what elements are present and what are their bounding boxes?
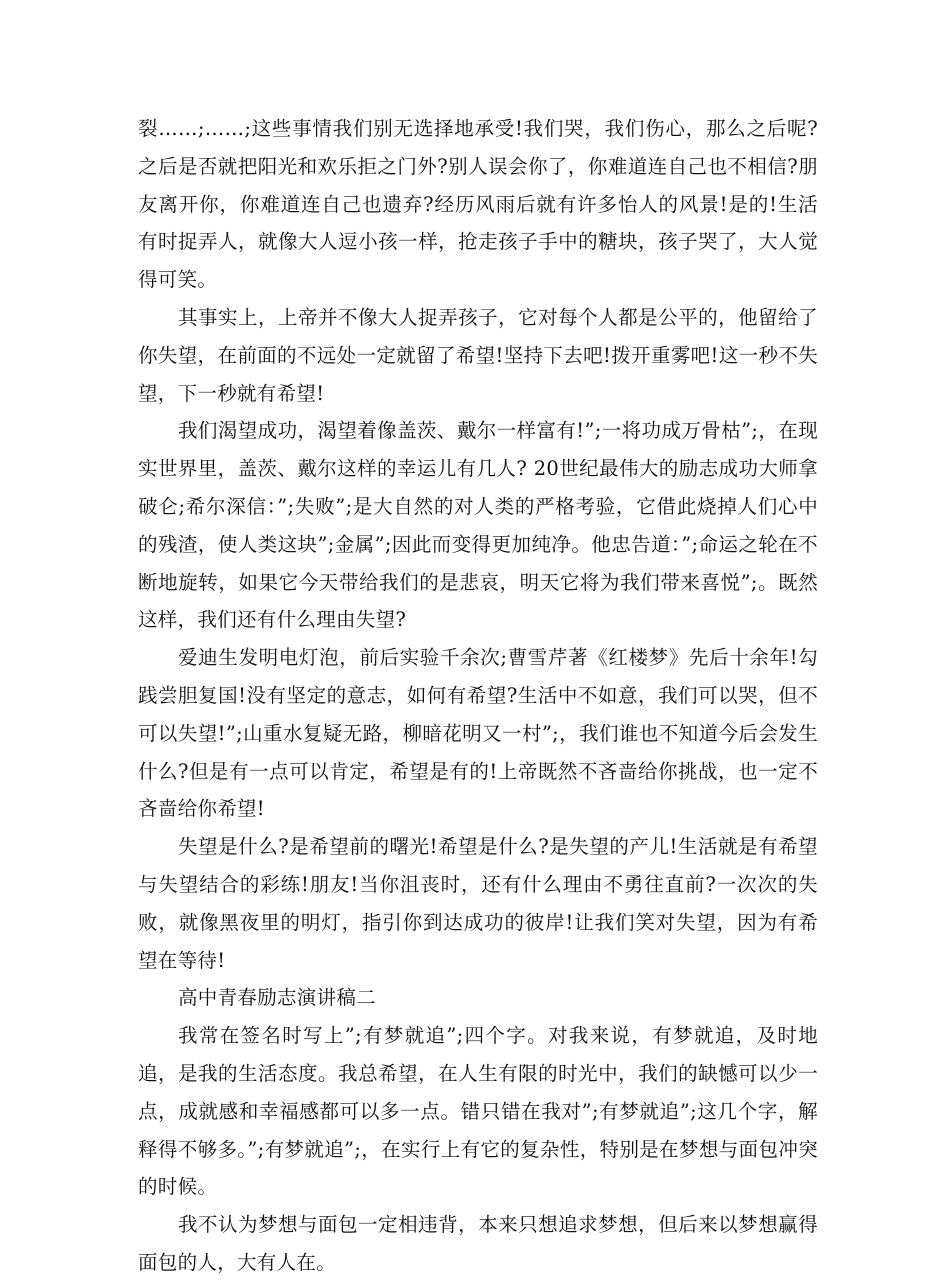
document-page xyxy=(138,110,818,1282)
paragraph-7: 我常在签名时写上”;有梦就追”;四个字。对我来说，有梦就追，及时地追，是我的生活态度。我总希望，在人生有限的时光中，我们的缺憾可以少一点，成就感和幸福感都可以多一点。错只错在我对”;有梦就追”;这几个字，解释得不够多。”;有梦就追”;，在实行上有它的复杂性，特别是在梦想与面包冲突的时候。 xyxy=(138,1024,818,1199)
paragraph-2: 其事实上，上帝并不像大人捉弄孩子，它对每个人都是公平的，他留给了你失望，在前面的不远处一定就留了希望!坚持下去吧!拨开重雾吧!这一秒不失望，下一秒就有希望! xyxy=(138,305,818,405)
paragraph-3: 我们渴望成功，渴望着像盖茨、戴尔一样富有!”;一将功成万骨枯”;，在现实世界里，盖茨、戴尔这样的幸运儿有几人? 20世纪最伟大的励志成功大师拿破仑;希尔深信：”;失败”;是大自然的对人类的严格考验，它借此烧掉人们心中的残渣，使人类这块”;金属”;因此而变得更加纯净。他忠告道：”;命运之轮在不断地旋转，如果它今天带给我们的是悲哀，明天它将为我们带来喜悦”;。既然这样，我们还有什么理由失望? xyxy=(138,419,818,632)
paragraph-1: 裂……;……;这些事情我们别无选择地承受!我们哭，我们伤心，那么之后呢?之后是否就把阳光和欢乐拒之门外?别人误会你了，你难道连自己也不相信?朋友离开你，你难道连自己也遗弃?经历风雨后就有许多怡人的风景!是的!生活有时捉弄人，就像大人逗小孩一样，抢走孩子手中的糖块，孩子哭了，大人觉得可笑。 xyxy=(138,117,818,292)
paragraph-5: 失望是什么?是希望前的曙光!希望是什么?是失望的产儿!生活就是有希望与失望结合的彩练!朋友!当你沮丧时，还有什么理由不勇往直前?一次次的失败，就像黑夜里的明灯，指引你到达成功的彼岸!让我们笑对失望，因为有希望在等待! xyxy=(138,835,818,972)
section-heading: 高中青春励志演讲稿二 xyxy=(178,986,377,1010)
paragraph-4: 爱迪生发明电灯泡，前后实验千余次;曹雪芹著《红楼梦》先后十余年!勾践尝胆复国!没有坚定的意志，如何有希望?生活中不如意，我们可以哭，但不可以失望!”;山重水复疑无路，柳暗花明又一村”;，我们谁也不知道今后会发生什么?但是有一点可以肯定，希望是有的!上帝既然不吝啬给你挑战，也一定不吝啬给你希望! xyxy=(138,646,818,821)
paragraph-8: 我不认为梦想与面包一定相违背，本来只想追求梦想，但后来以梦想赢得面包的人，大有人在。 xyxy=(138,1213,818,1274)
